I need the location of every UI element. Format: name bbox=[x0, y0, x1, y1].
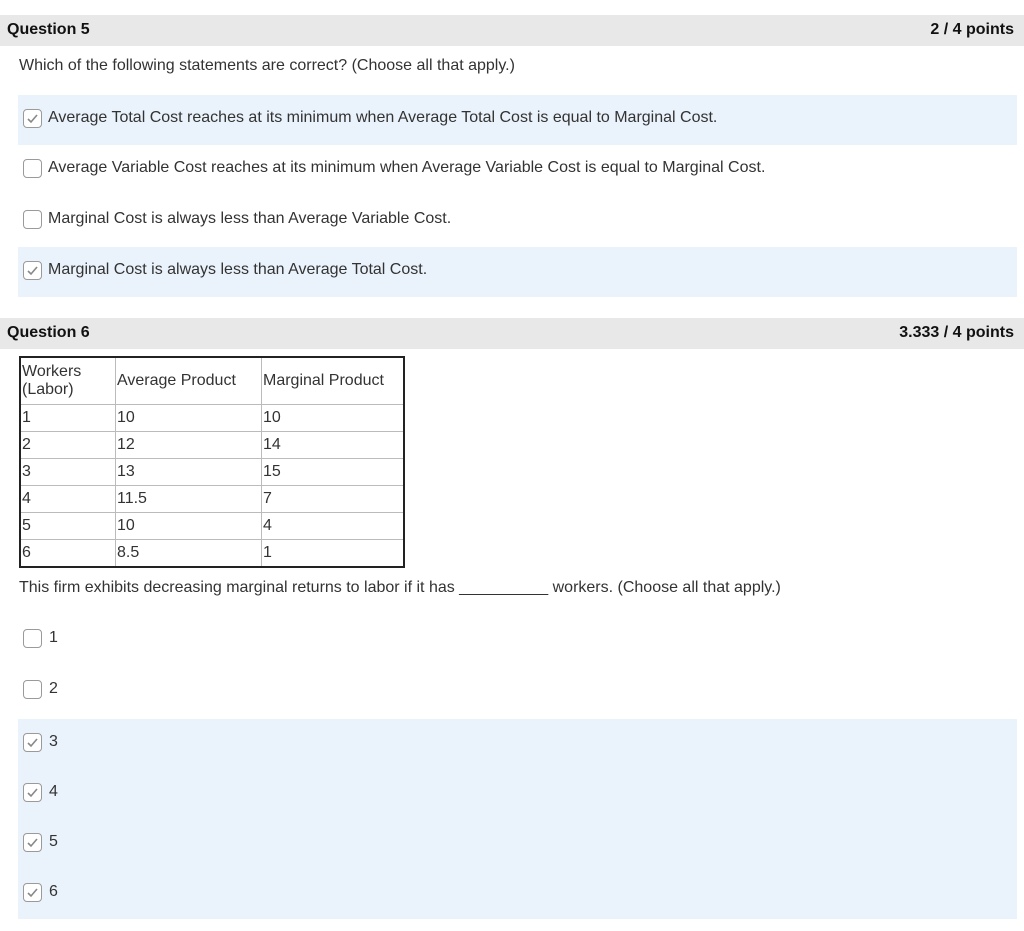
table-cell: 13 bbox=[116, 459, 262, 486]
checkmark-icon bbox=[26, 112, 39, 125]
q5-option-3[interactable] bbox=[18, 196, 1017, 246]
q5-option-4-label: Marginal Cost is always less than Average Total Cost. bbox=[48, 261, 428, 278]
table-header-cell: Workers (Labor) bbox=[20, 357, 116, 405]
q6-option-2[interactable] bbox=[18, 666, 1017, 716]
table-cell: 15 bbox=[262, 459, 405, 486]
table-cell: 4 bbox=[262, 513, 405, 540]
q6-option-6[interactable] bbox=[18, 869, 1017, 919]
q5-option-2-label: Average Variable Cost reaches at its minimum when Average Variable Cost is equal to Marginal Cost. bbox=[48, 159, 766, 176]
checkbox-unchecked[interactable] bbox=[23, 629, 42, 648]
checkmark-icon bbox=[26, 736, 39, 749]
q6-option-2-label: 2 bbox=[49, 680, 58, 697]
table-cell: 1 bbox=[262, 540, 405, 568]
table-cell: 3 bbox=[20, 459, 116, 486]
table-cell: 8.5 bbox=[116, 540, 262, 568]
question-5-points: 2 / 4 points bbox=[930, 21, 1014, 38]
table-cell: 10 bbox=[116, 405, 262, 432]
table-header-row bbox=[20, 357, 404, 405]
table-row bbox=[20, 432, 404, 459]
table-row bbox=[20, 540, 404, 568]
q5-option-1-label: Average Total Cost reaches at its minimum when Average Total Cost is equal to Marginal Cost. bbox=[48, 109, 718, 126]
table-header-cell: Marginal Product bbox=[262, 357, 405, 405]
table-cell: 11.5 bbox=[116, 486, 262, 513]
table-row bbox=[20, 513, 404, 540]
checkmark-icon bbox=[26, 836, 39, 849]
q6-option-4[interactable] bbox=[18, 769, 1017, 819]
question-5-header bbox=[0, 15, 1024, 46]
question-6-prompt: This firm exhibits decreasing marginal returns to labor if it has __________ workers. (Choose all that apply.) bbox=[19, 579, 781, 596]
table-cell: 6 bbox=[20, 540, 116, 568]
checkbox-checked[interactable] bbox=[23, 109, 42, 128]
q6-option-3[interactable] bbox=[18, 719, 1017, 769]
table-cell: 2 bbox=[20, 432, 116, 459]
q6-option-4-label: 4 bbox=[49, 783, 58, 800]
table-cell: 10 bbox=[116, 513, 262, 540]
q5-option-4[interactable] bbox=[18, 247, 1017, 297]
checkbox-checked[interactable] bbox=[23, 883, 42, 902]
q5-option-1[interactable] bbox=[18, 95, 1017, 145]
table-cell: 1 bbox=[20, 405, 116, 432]
table-cell: 10 bbox=[262, 405, 405, 432]
q6-option-5-label: 5 bbox=[49, 833, 58, 850]
q6-option-3-label: 3 bbox=[49, 733, 58, 750]
table-cell: 7 bbox=[262, 486, 405, 513]
q6-option-1-label: 1 bbox=[49, 629, 58, 646]
q6-option-1[interactable] bbox=[18, 615, 1017, 665]
checkbox-checked[interactable] bbox=[23, 783, 42, 802]
question-6-title: Question 6 bbox=[7, 324, 90, 341]
question-6-header bbox=[0, 318, 1024, 349]
q5-option-2[interactable] bbox=[18, 145, 1017, 195]
q6-option-5[interactable] bbox=[18, 819, 1017, 869]
checkmark-icon bbox=[26, 264, 39, 277]
table-row bbox=[20, 486, 404, 513]
q5-option-3-label: Marginal Cost is always less than Average Variable Cost. bbox=[48, 210, 452, 227]
question-6-points: 3.333 / 4 points bbox=[899, 324, 1014, 341]
checkbox-checked[interactable] bbox=[23, 261, 42, 280]
question-5-title: Question 5 bbox=[7, 21, 90, 38]
checkbox-unchecked[interactable] bbox=[23, 680, 42, 699]
q6-option-6-label: 6 bbox=[49, 883, 58, 900]
checkmark-icon bbox=[26, 786, 39, 799]
table-header-cell: Average Product bbox=[116, 357, 262, 405]
table-row bbox=[20, 459, 404, 486]
workers-table bbox=[19, 356, 405, 568]
table-cell: 14 bbox=[262, 432, 405, 459]
checkbox-checked[interactable] bbox=[23, 833, 42, 852]
table-cell: 5 bbox=[20, 513, 116, 540]
question-5-prompt: Which of the following statements are correct? (Choose all that apply.) bbox=[19, 57, 515, 74]
checkbox-unchecked[interactable] bbox=[23, 159, 42, 178]
checkmark-icon bbox=[26, 886, 39, 899]
table-row bbox=[20, 405, 404, 432]
checkbox-unchecked[interactable] bbox=[23, 210, 42, 229]
table-cell: 4 bbox=[20, 486, 116, 513]
checkbox-checked[interactable] bbox=[23, 733, 42, 752]
table-cell: 12 bbox=[116, 432, 262, 459]
